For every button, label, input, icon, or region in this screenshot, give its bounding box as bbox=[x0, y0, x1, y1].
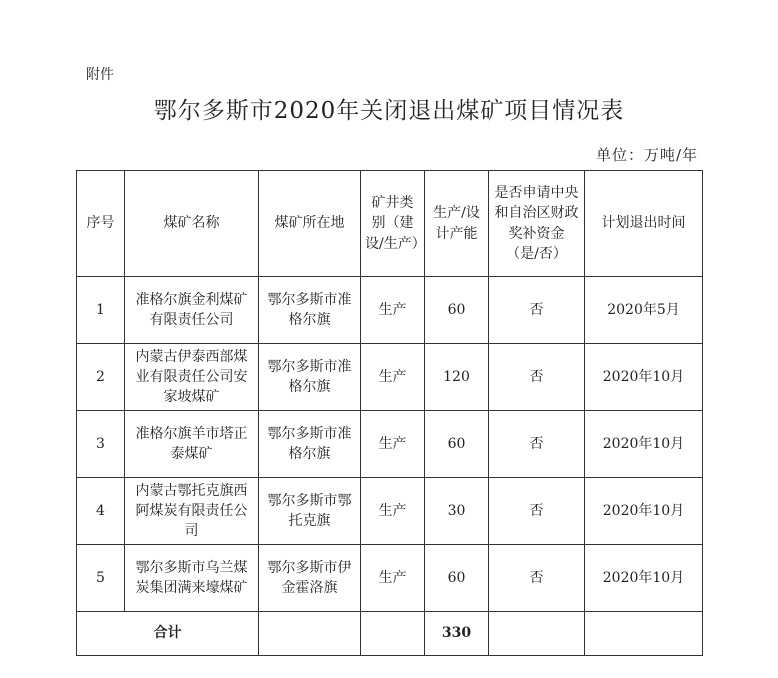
cell-capacity: 60 bbox=[425, 411, 489, 478]
cell-subsidy: 否 bbox=[489, 277, 585, 344]
cell-subsidy: 否 bbox=[489, 411, 585, 478]
cell-index: 1 bbox=[77, 277, 125, 344]
cell-type: 生产 bbox=[361, 277, 425, 344]
cell-capacity: 60 bbox=[425, 545, 489, 612]
total-empty-cell bbox=[259, 612, 361, 656]
cell-location: 鄂尔多斯市准格尔旗 bbox=[259, 277, 361, 344]
cell-name: 鄂尔多斯市乌兰煤炭集团满来壕煤矿 bbox=[125, 545, 259, 612]
cell-exit-time: 2020年10月 bbox=[585, 344, 703, 411]
coal-mine-table bbox=[76, 170, 703, 656]
table-row bbox=[77, 478, 703, 545]
total-row bbox=[77, 612, 703, 656]
header-index: 序号 bbox=[77, 171, 125, 277]
cell-name: 内蒙古鄂托克旗西阿煤炭有限责任公司 bbox=[125, 478, 259, 545]
table-header-row bbox=[77, 171, 703, 277]
table-row bbox=[77, 277, 703, 344]
cell-index: 4 bbox=[77, 478, 125, 545]
cell-capacity: 120 bbox=[425, 344, 489, 411]
cell-exit-time: 2020年10月 bbox=[585, 411, 703, 478]
cell-index: 3 bbox=[77, 411, 125, 478]
cell-type: 生产 bbox=[361, 478, 425, 545]
cell-capacity: 30 bbox=[425, 478, 489, 545]
cell-location: 鄂尔多斯市伊金霍洛旗 bbox=[259, 545, 361, 612]
cell-type: 生产 bbox=[361, 545, 425, 612]
cell-subsidy: 否 bbox=[489, 545, 585, 612]
cell-index: 5 bbox=[77, 545, 125, 612]
header-subsidy: 是否申请中央和自治区财政奖补资金（是/否） bbox=[489, 171, 585, 277]
cell-name: 准格尔旗羊市塔正泰煤矿 bbox=[125, 411, 259, 478]
header-name: 煤矿名称 bbox=[125, 171, 259, 277]
table-row bbox=[77, 344, 703, 411]
cell-subsidy: 否 bbox=[489, 344, 585, 411]
cell-exit-time: 2020年5月 bbox=[585, 277, 703, 344]
cell-location: 鄂尔多斯市鄂托克旗 bbox=[259, 478, 361, 545]
header-exit-time: 计划退出时间 bbox=[585, 171, 703, 277]
cell-capacity: 60 bbox=[425, 277, 489, 344]
cell-index: 2 bbox=[77, 344, 125, 411]
total-label: 合计 bbox=[77, 612, 259, 656]
cell-type: 生产 bbox=[361, 344, 425, 411]
total-empty-cell bbox=[361, 612, 425, 656]
cell-subsidy: 否 bbox=[489, 478, 585, 545]
total-capacity: 330 bbox=[425, 612, 489, 656]
cell-location: 鄂尔多斯市准格尔旗 bbox=[259, 411, 361, 478]
header-capacity: 生产/设计产能 bbox=[425, 171, 489, 277]
unit-label: 单位：万吨/年 bbox=[595, 146, 698, 164]
document-title: 鄂尔多斯市2020年关闭退出煤矿项目情况表 bbox=[153, 98, 625, 124]
cell-name: 准格尔旗金利煤矿有限责任公司 bbox=[125, 277, 259, 344]
cell-exit-time: 2020年10月 bbox=[585, 478, 703, 545]
cell-type: 生产 bbox=[361, 411, 425, 478]
total-empty-cell bbox=[585, 612, 703, 656]
attachment-label: 附件 bbox=[86, 67, 114, 83]
table-row bbox=[77, 411, 703, 478]
table-row bbox=[77, 545, 703, 612]
header-type: 矿井类别（建设/生产） bbox=[361, 171, 425, 277]
cell-location: 鄂尔多斯市准格尔旗 bbox=[259, 344, 361, 411]
cell-exit-time: 2020年10月 bbox=[585, 545, 703, 612]
total-empty-cell bbox=[489, 612, 585, 656]
cell-name: 内蒙古伊泰西部煤业有限责任公司安家坡煤矿 bbox=[125, 344, 259, 411]
header-location: 煤矿所在地 bbox=[259, 171, 361, 277]
